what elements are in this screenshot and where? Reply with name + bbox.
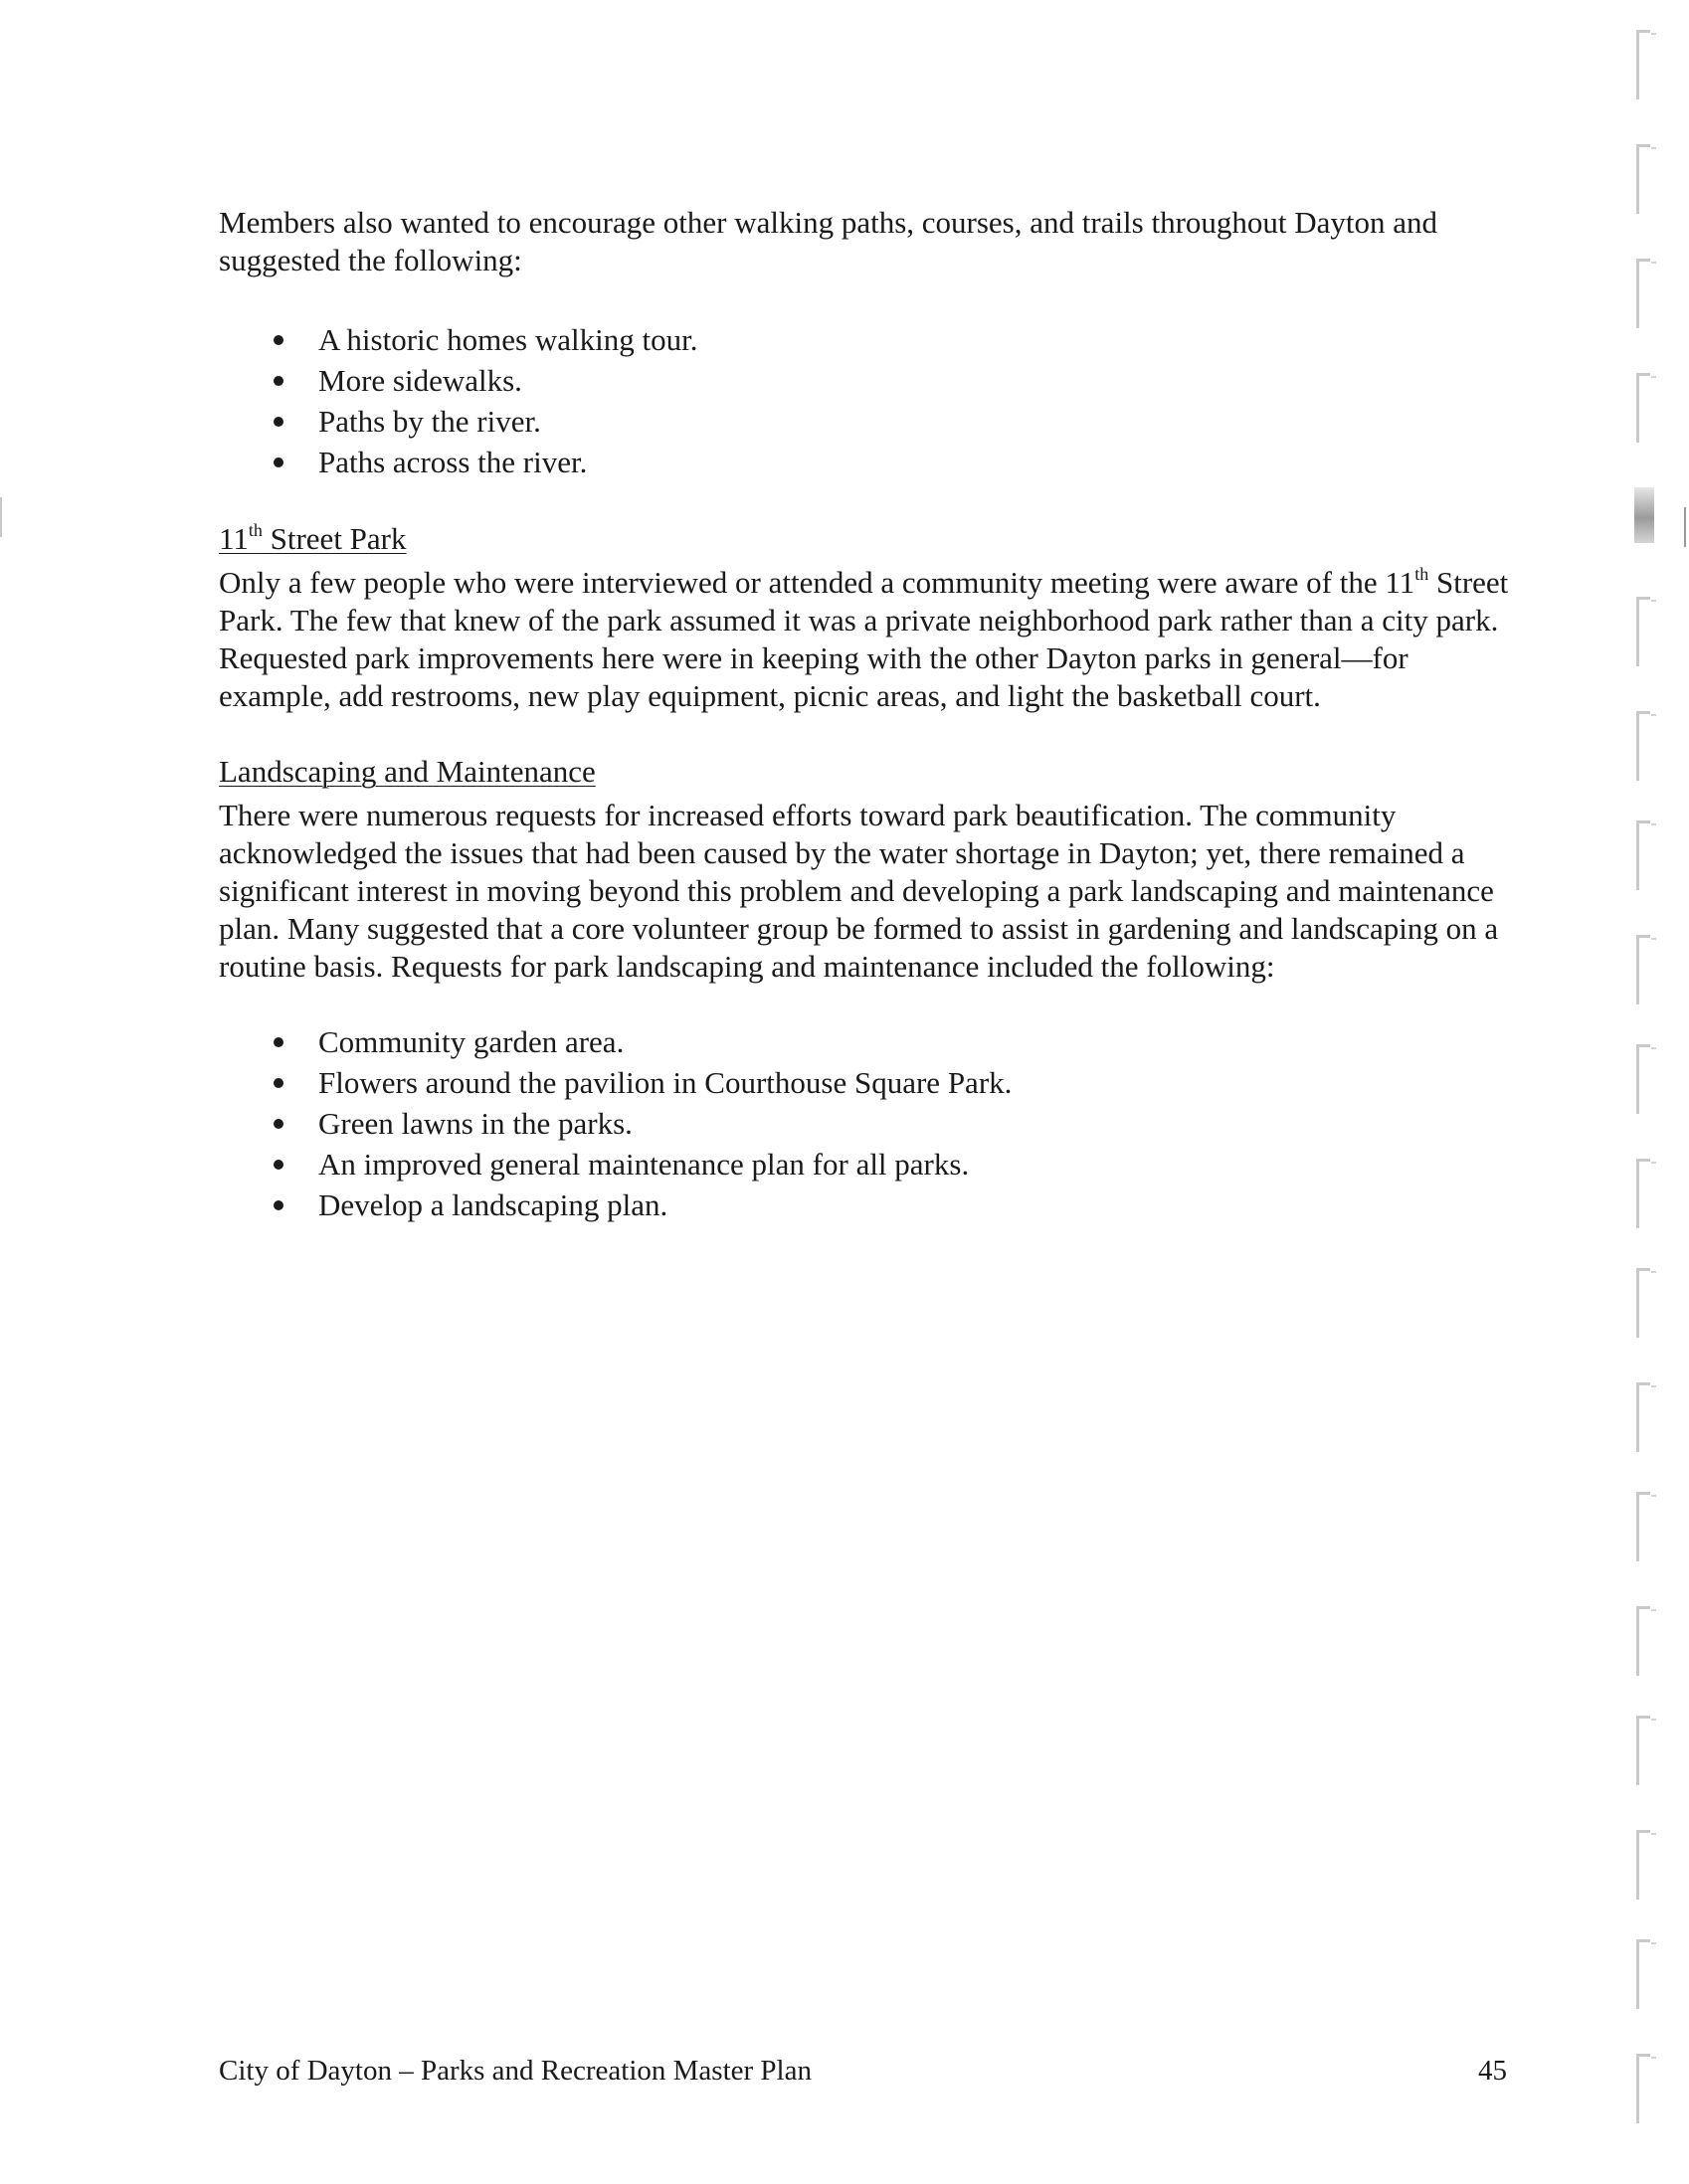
binding-ring-icon — [1636, 1939, 1650, 2009]
binding-ring-icon — [1636, 820, 1650, 890]
binding-ring-icon — [1636, 1159, 1650, 1228]
bullet-icon — [274, 417, 283, 427]
landscaping-list — [219, 1021, 1512, 1225]
section-body-11th-street-park: Only a few people who were interviewed or attended a community meeting were aware of the 11th Street Park. The few that knew of the park assumed it was a private neighborhood park rather than a city park. Requested park improvements here were in keeping with the other Dayton parks in general—for example, add restrooms, new play equipment, picnic areas, and light the basketball court. — [219, 563, 1509, 713]
binding-ring-icon — [1636, 597, 1650, 666]
binding-ring-icon — [1636, 1382, 1650, 1452]
binding-ring-icon — [1636, 1268, 1650, 1338]
intro-paragraph: Members also wanted to encourage other walking paths, courses, and trails throughout Dayton and suggested the following: — [219, 205, 1438, 277]
page-number: 45 — [1478, 2055, 1507, 2087]
section-heading-11th-street-park: 11th Street Park — [219, 519, 407, 556]
binding-ring-icon — [1636, 1492, 1650, 1561]
list-item: Flowers around the pavilion in Courthouse Square Park. — [274, 1062, 1512, 1103]
list-item: More sidewalks. — [274, 360, 1512, 401]
bullet-icon — [274, 1037, 283, 1047]
scan-edge-mark — [0, 497, 2, 537]
binding-ring-icon — [1636, 1044, 1650, 1114]
binding-rings — [1636, 0, 1666, 2184]
list-item: Develop a landscaping plan. — [274, 1184, 1512, 1225]
binding-ring-icon — [1636, 935, 1650, 1004]
bullet-icon — [274, 376, 283, 386]
binding-ring-icon — [1636, 1716, 1650, 1785]
binding-ring-icon — [1636, 1830, 1650, 1900]
section-heading-landscaping: Landscaping and Maintenance — [219, 754, 596, 789]
bullet-icon — [274, 457, 283, 467]
binding-ring-icon — [1636, 2054, 1650, 2123]
bullet-icon — [274, 1160, 283, 1170]
binding-ring-icon — [1636, 30, 1650, 99]
scan-edge-mark — [1684, 507, 1686, 547]
binding-ring-icon — [1636, 144, 1650, 214]
binding-ring-icon — [1636, 1606, 1650, 1676]
section-body-landscaping: There were numerous requests for increased efforts toward park beautification. The community acknowledged the issues that had been caused by the water shortage in Dayton; yet, there remained a significant interest in moving beyond this problem and developing a park landscaping and maintenance plan. Many suggested that a core volunteer group be formed to assist in gardening and landscaping on a routine basis. Requests for park landscaping and maintenance included the following: — [219, 798, 1499, 984]
bullet-icon — [274, 335, 283, 345]
bullet-icon — [274, 1119, 283, 1129]
list-item: An improved general maintenance plan for all parks. — [274, 1144, 1512, 1184]
list-item: A historic homes walking tour. — [274, 319, 1512, 360]
bullet-icon — [274, 1078, 283, 1088]
list-item: Paths across the river. — [274, 442, 1512, 482]
walking-paths-list — [219, 319, 1512, 482]
binding-ring-icon — [1636, 259, 1650, 328]
binding-ring-icon — [1634, 487, 1654, 543]
binding-ring-icon — [1636, 373, 1650, 443]
bullet-icon — [274, 1200, 283, 1210]
footer-title: City of Dayton – Parks and Recreation Master Plan — [219, 2055, 812, 2087]
binding-ring-icon — [1636, 711, 1650, 781]
list-item: Green lawns in the parks. — [274, 1103, 1512, 1144]
list-item: Paths by the river. — [274, 401, 1512, 442]
list-item: Community garden area. — [274, 1021, 1512, 1062]
page-content — [219, 204, 1512, 1225]
